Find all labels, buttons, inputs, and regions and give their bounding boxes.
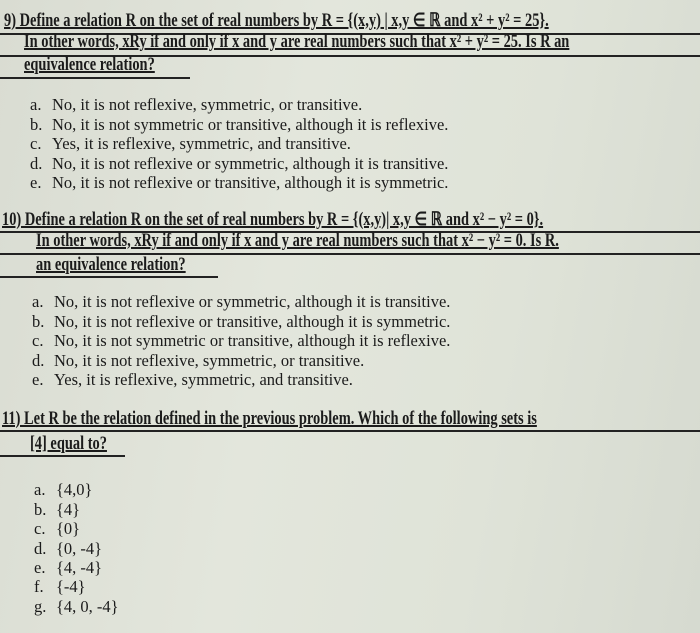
rule bbox=[0, 455, 125, 457]
question-9-line-1: 9) Define a relation R on the set of real numbers by R = {(x,y) | x,y ∈ ℝ and x² + y² = 25}. bbox=[4, 11, 549, 31]
option-9c[interactable] bbox=[30, 134, 351, 154]
rule bbox=[0, 77, 190, 79]
option-9d[interactable] bbox=[30, 154, 448, 174]
option-letter: a. bbox=[30, 95, 42, 114]
option-11c[interactable] bbox=[34, 519, 80, 539]
option-text: No, it is not reflexive or symmetric, although it is transitive. bbox=[54, 292, 451, 311]
question-10-line-3: an equivalence relation? bbox=[36, 255, 186, 275]
option-11b[interactable] bbox=[34, 500, 80, 520]
option-10c[interactable] bbox=[32, 331, 450, 351]
option-letter: d. bbox=[30, 154, 43, 173]
option-text: {-4} bbox=[56, 577, 86, 596]
option-9a[interactable] bbox=[30, 95, 362, 115]
option-letter: e. bbox=[34, 558, 46, 577]
option-10b[interactable] bbox=[32, 312, 450, 332]
option-11d[interactable] bbox=[34, 539, 102, 559]
question-11-line-1: 11) Let R be the relation defined in the previous problem. Which of the following sets is bbox=[2, 409, 537, 429]
option-text: {0} bbox=[56, 519, 81, 538]
option-letter: e. bbox=[32, 370, 44, 389]
question-9-line-3: equivalence relation? bbox=[24, 55, 155, 75]
option-text: No, it is not symmetric or transitive, although it is reflexive. bbox=[54, 331, 451, 350]
option-letter: d. bbox=[32, 351, 45, 370]
option-text: {0, -4} bbox=[56, 539, 103, 558]
option-text: Yes, it is reflexive, symmetric, and transitive. bbox=[54, 370, 353, 389]
option-text: No, it is not reflexive, symmetric, or transitive. bbox=[54, 351, 365, 370]
option-letter: e. bbox=[30, 173, 42, 192]
option-letter: c. bbox=[34, 519, 46, 538]
rule bbox=[0, 430, 700, 432]
option-11e[interactable] bbox=[34, 558, 102, 578]
option-text: No, it is not reflexive or transitive, although it is symmetric. bbox=[52, 173, 449, 192]
question-11-line-2: [4] equal to? bbox=[30, 434, 107, 454]
option-text: No, it is not reflexive or transitive, although it is symmetric. bbox=[54, 312, 451, 331]
option-11f[interactable] bbox=[34, 577, 86, 597]
question-10-line-2: In other words, xRy if and only if x and y are real numbers such that x² − y² = 0. Is R. bbox=[36, 231, 559, 251]
option-10a[interactable] bbox=[32, 292, 450, 312]
option-letter: g. bbox=[34, 597, 47, 616]
option-text: No, it is not symmetric or transitive, although it is reflexive. bbox=[52, 115, 449, 134]
option-text: Yes, it is reflexive, symmetric, and transitive. bbox=[52, 134, 351, 153]
option-letter: d. bbox=[34, 539, 47, 558]
rule bbox=[0, 276, 218, 278]
option-letter: a. bbox=[32, 292, 44, 311]
option-letter: f. bbox=[34, 577, 44, 596]
option-letter: c. bbox=[32, 331, 44, 350]
question-9-line-2: In other words, xRy if and only if x and y are real numbers such that x² + y² = 25. Is R an bbox=[24, 32, 570, 52]
option-letter: b. bbox=[32, 312, 45, 331]
option-letter: b. bbox=[34, 500, 47, 519]
option-11a[interactable] bbox=[34, 480, 92, 500]
option-text: {4, -4} bbox=[56, 558, 103, 577]
option-9e[interactable] bbox=[30, 173, 448, 193]
option-text: No, it is not reflexive or symmetric, although it is transitive. bbox=[52, 154, 449, 173]
option-text: {4, 0, -4} bbox=[56, 597, 119, 616]
question-10-line-1: 10) Define a relation R on the set of real numbers by R = {(x,y)| x,y ∈ ℝ and x² − y² = 0}. bbox=[2, 210, 544, 230]
option-10e[interactable] bbox=[32, 370, 353, 390]
option-letter: a. bbox=[34, 480, 46, 499]
option-letter: c. bbox=[30, 134, 42, 153]
option-letter: b. bbox=[30, 115, 43, 134]
option-text: {4,0} bbox=[56, 480, 93, 499]
option-text: {4} bbox=[56, 500, 81, 519]
option-11g[interactable] bbox=[34, 597, 119, 617]
option-9b[interactable] bbox=[30, 115, 448, 135]
option-10d[interactable] bbox=[32, 351, 364, 371]
option-text: No, it is not reflexive, symmetric, or transitive. bbox=[52, 95, 363, 114]
